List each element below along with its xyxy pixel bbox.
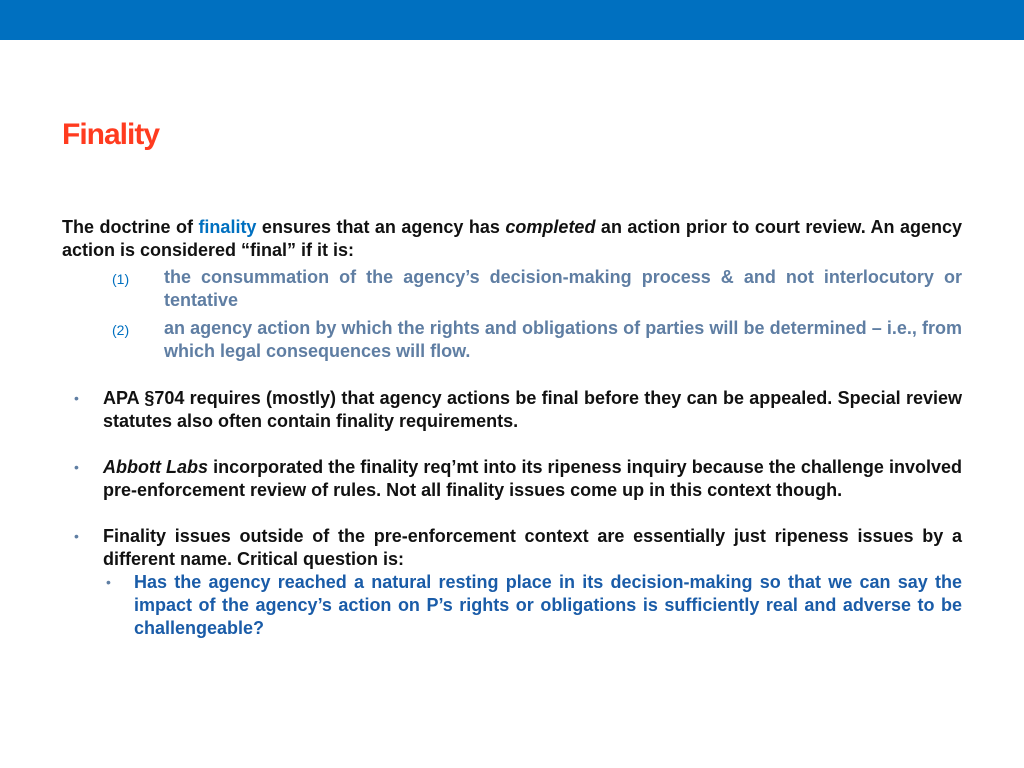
criteria-item (62, 266, 962, 312)
slide-body (62, 216, 962, 663)
intro-text-2: ensures that an agency has (256, 217, 506, 237)
sub-bullet-list (103, 571, 962, 640)
bullet-item (62, 387, 962, 433)
slide-title: Finality (62, 118, 160, 151)
bullet-text: Finality issues outside of the pre-enforcement context are essentially just ripeness issues by a different name. Critical question is: (103, 526, 962, 569)
finality-criteria-list (62, 266, 962, 363)
criteria-text: an agency action by which the rights and obligations of parties will be determined – i.e., from which legal consequences will flow. (164, 318, 962, 361)
intro-highlight: finality (198, 217, 257, 237)
bullet-text: APA §704 requires (mostly) that agency actions be final before they can be appealed. Special review statutes also often contain finality requirements. (103, 388, 962, 431)
bullet-text: incorporated the finality req’mt into its ripeness inquiry because the challenge involved pre-enforcement review of rules. Not all finality issues come up in this context though. (103, 457, 962, 500)
intro-text-3: an action prior to court review. An agency action is considered “final” if it is: (62, 217, 963, 260)
sub-bullet-text: Has the agency reached a natural resting place in its decision-making so that we can say the impact of the agency’s action on P’s rights or obligations is sufficiently real and adverse to be challengeable? (134, 572, 962, 638)
criteria-number: (1) (112, 271, 130, 287)
bullet-icon: • (74, 459, 79, 475)
bullet-icon: • (74, 528, 79, 544)
criteria-number: (2) (112, 322, 130, 338)
bullet-item (62, 456, 962, 502)
criteria-item (62, 317, 962, 363)
criteria-text: the consummation of the agency’s decision-making process & and not interlocutory or tentative (164, 267, 962, 310)
case-name: Abbott Labs (103, 457, 209, 477)
top-banner (0, 0, 1024, 40)
sub-bullet-item (103, 571, 962, 640)
intro-paragraph (62, 216, 962, 262)
intro-emphasis: completed (505, 217, 596, 237)
bullet-item (62, 525, 962, 640)
sub-bullet-icon: • (106, 574, 111, 590)
bullet-icon: • (74, 390, 79, 406)
bullet-list (62, 387, 962, 640)
intro-text-1: The doctrine of (62, 217, 199, 237)
